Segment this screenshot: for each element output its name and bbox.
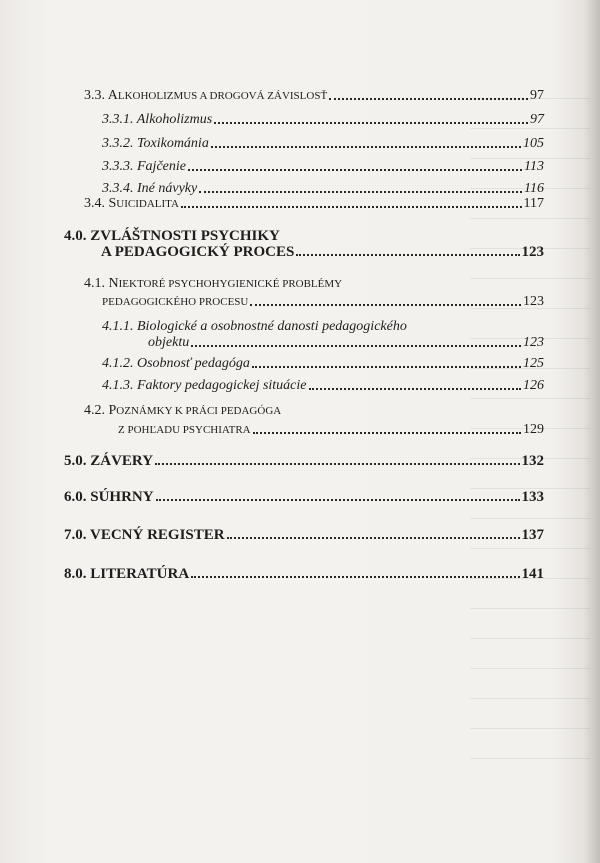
toc-entry-label: 5.0. ZÁVERY xyxy=(64,453,154,469)
toc-entry-line1: 4.2. POZNÁMKY K PRÁCI PEDAGÓGA xyxy=(84,403,282,418)
toc-entry xyxy=(84,88,544,104)
toc-leader-dots xyxy=(329,98,528,100)
toc-entry xyxy=(102,356,544,372)
toc-chapter-heading-line1: 4.0. ZVLÁŠTNOSTI PSYCHIKY xyxy=(64,228,280,244)
toc-leader-dots xyxy=(155,463,519,465)
toc-entry-line1: 4.1.1. Biologické a osobnostné danosti pedagogického xyxy=(102,319,407,334)
toc-entry xyxy=(148,335,544,351)
toc-page-number: 126 xyxy=(523,378,544,393)
toc-page-number: 129 xyxy=(523,422,544,437)
toc-entry xyxy=(101,244,544,261)
toc-entry xyxy=(102,378,544,394)
toc-page-number: 117 xyxy=(523,196,544,211)
toc-page-number: 123 xyxy=(523,294,544,309)
toc-leader-dots xyxy=(296,254,519,256)
toc-page-number: 133 xyxy=(521,489,544,505)
toc-leader-dots xyxy=(191,345,521,347)
toc-page-number: 97 xyxy=(530,112,544,127)
toc-entry-label: 4.1.3. Faktory pedagogickej situácie xyxy=(102,378,307,393)
toc-entry-label: 6.0. SÚHRNY xyxy=(64,489,154,505)
toc-leader-dots xyxy=(199,191,522,193)
toc-page-number: 97 xyxy=(530,88,544,103)
toc-entry-label: 3.3. ALKOHOLIZMUS A DROGOVÁ ZÁVISLOSŤ xyxy=(84,88,328,103)
toc-entry xyxy=(64,489,544,506)
toc-leader-dots xyxy=(253,432,521,434)
toc-entry-label: 3.3.3. Fajčenie xyxy=(102,159,186,174)
toc-leader-dots xyxy=(309,388,522,390)
toc-entry xyxy=(102,112,544,128)
toc-entry-label: A PEDAGOGICKÝ PROCES xyxy=(101,244,295,260)
toc-entry xyxy=(64,527,544,544)
toc-entry-label: 3.4. SUICIDALITA xyxy=(84,196,179,211)
toc-entry-label: 8.0. LITERATÚRA xyxy=(64,566,190,582)
toc-leader-dots xyxy=(252,366,521,368)
toc-page-number: 137 xyxy=(521,527,544,543)
toc-leader-dots xyxy=(211,146,521,148)
toc-entry-label: 3.3.4. Iné návyky xyxy=(102,181,198,196)
toc-leader-dots xyxy=(214,122,528,124)
toc-page-number: 113 xyxy=(524,159,544,174)
toc-page-number: 123 xyxy=(521,244,544,260)
toc-entry-label: Z POHĽADU PSYCHIATRA xyxy=(118,424,251,436)
toc-entry-label: 3.3.2. Toxikománia xyxy=(102,136,209,151)
toc-entry xyxy=(118,422,544,438)
toc-entry xyxy=(102,159,544,175)
toc-entry xyxy=(84,196,544,212)
toc-page-number: 116 xyxy=(524,181,544,196)
toc-entry xyxy=(102,181,544,197)
toc-entry-label: PEDAGOGICKÉHO PROCESU xyxy=(102,296,249,308)
toc-entry-label: 4.1.2. Osobnosť pedagóga xyxy=(102,356,250,371)
toc-page-number: 125 xyxy=(523,356,544,371)
toc-page-number: 123 xyxy=(523,335,544,350)
toc-page-number: 105 xyxy=(523,136,544,151)
toc-leader-dots xyxy=(181,206,522,208)
toc-leader-dots xyxy=(188,169,522,171)
toc-page-number: 141 xyxy=(521,566,544,582)
toc-entry-label: 7.0. VECNÝ REGISTER xyxy=(64,527,225,543)
toc-entry xyxy=(64,566,544,583)
toc-entry xyxy=(102,294,544,310)
toc-leader-dots xyxy=(191,576,519,578)
toc-entry xyxy=(102,136,544,152)
toc-entry-label: objektu xyxy=(148,335,190,350)
toc-entry-label: 3.3.1. Alkoholizmus xyxy=(102,112,213,127)
toc-entry-line1: 4.1. NIEKTORÉ PSYCHOHYGIENICKÉ PROBLÉMY xyxy=(84,276,343,291)
toc-leader-dots xyxy=(227,537,520,539)
toc-entry xyxy=(64,453,544,470)
toc-leader-dots xyxy=(156,499,520,501)
toc-page-number: 132 xyxy=(521,453,544,469)
toc-leader-dots xyxy=(250,304,521,306)
